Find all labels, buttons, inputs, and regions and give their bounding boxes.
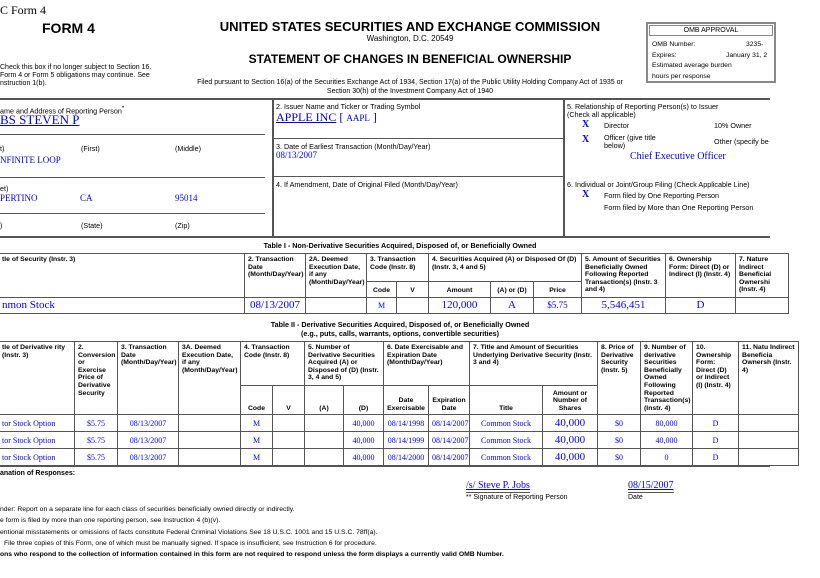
table-cell: 7. Title and Amount of Securities Underlying Derivative Security (Instr. 3 and 4) bbox=[470, 342, 598, 386]
table-cell: 10. Ownership Form: Direct (D) or Indirect (I) (Instr. 4) bbox=[693, 342, 739, 415]
cell-shares: 40,000 bbox=[543, 449, 598, 466]
cell-shares: 40,000 bbox=[543, 432, 598, 449]
statement-title: STATEMENT OF CHANGES IN BENEFICIAL OWNERSHIP bbox=[248, 52, 572, 66]
table2-body bbox=[0, 415, 799, 466]
state-value: CA bbox=[80, 193, 93, 203]
form-number: FORM 4 bbox=[42, 20, 95, 36]
signature-date: 08/15/2007 bbox=[628, 480, 674, 491]
state-label: (State) bbox=[81, 221, 103, 230]
issuer-name-ticker bbox=[276, 110, 377, 125]
table-cell: 9. Number of derivative Securities Beneficially Owned Following Reported Transaction(s) (Instr. 4) bbox=[641, 342, 693, 415]
cell-expiration: 08/14/2007 bbox=[429, 432, 470, 449]
cell-nature bbox=[739, 415, 799, 432]
cell-d: 40,000 bbox=[344, 415, 384, 432]
issuer-link[interactable]: APPLE INC bbox=[276, 110, 337, 124]
signature-label: ** Signature of Reporting Person bbox=[466, 494, 568, 501]
cell-exercisable: 08/14/1999 bbox=[384, 432, 429, 449]
cell-nature bbox=[739, 449, 799, 466]
cell-code: M bbox=[241, 449, 273, 466]
cell-a bbox=[305, 432, 344, 449]
cell-dprice: $0 bbox=[598, 415, 641, 432]
cell-security: tor Stock Option bbox=[0, 415, 75, 432]
table-cell: D bbox=[666, 298, 736, 314]
director-check[interactable]: X bbox=[582, 119, 590, 130]
table-cell: 8. Price of Derivative Security (Instr. 5) bbox=[598, 342, 641, 415]
checkbox-note: Check this box if no longer subject to Section 16. Form 4 or Form 5 obligations may continue. See nstruction 1(b). bbox=[0, 64, 152, 87]
table-cell: A bbox=[491, 298, 534, 314]
cell-deemed bbox=[179, 415, 241, 432]
owner10-label: 10% Owner bbox=[714, 121, 752, 130]
cell-title: Common Stock bbox=[470, 432, 543, 449]
zip-label: (Zip) bbox=[175, 221, 190, 230]
cell-code: M bbox=[241, 432, 273, 449]
table-cell: $5.75 bbox=[534, 298, 582, 314]
earliest-date-label: 3. Date of Earliest Transaction (Month/Day/Year) bbox=[276, 142, 431, 151]
table-cell: 5,546,451 bbox=[582, 298, 666, 314]
table-cell: 6. Ownership Form: Direct (D) or Indirect (I) (Instr. 4) bbox=[666, 254, 736, 298]
cell-date: 08/13/2007 bbox=[118, 415, 179, 432]
other-label: Other (specify be bbox=[714, 137, 769, 146]
one-person-label: Form filed by One Reporting Person bbox=[604, 191, 720, 200]
officer-check[interactable]: X bbox=[582, 134, 590, 145]
table-cell: 2. Conversion or Exercise Price of Derivative Security bbox=[75, 342, 118, 415]
cell-v bbox=[273, 415, 305, 432]
signature-value: /s/ Steve P. Jobs bbox=[466, 480, 530, 491]
explanation-label: anation of Responses: bbox=[0, 470, 76, 477]
agency-title: UNITED STATES SECURITIES AND EXCHANGE COMMISSION bbox=[219, 19, 601, 34]
table-cell: 120,000 bbox=[429, 298, 491, 314]
cell-a bbox=[305, 415, 344, 432]
table-cell: 4. Securities Acquired (A) or Disposed Of (D) (Instr. 3, 4 and 5) bbox=[429, 254, 582, 282]
cell-price: $5.75 bbox=[75, 432, 118, 449]
city-label: ) bbox=[0, 221, 3, 230]
table1-title: Table I - Non-Derivative Securities Acquired, Disposed of, or Beneficially Owned bbox=[263, 241, 537, 250]
cell-form: D bbox=[693, 415, 739, 432]
table-cell: tle of Derivative rity (Instr. 3) bbox=[0, 342, 75, 415]
cell-code: M bbox=[241, 415, 273, 432]
table-cell: Code bbox=[241, 386, 273, 415]
cell-price: $5.75 bbox=[75, 415, 118, 432]
cell-v bbox=[273, 449, 305, 466]
cell-deemed bbox=[179, 449, 241, 466]
street-label: et) bbox=[0, 184, 9, 193]
table1 bbox=[0, 253, 789, 314]
relationship-label: 5. Relationship of Reporting Person(s) to Issuer (Check all applicable) bbox=[567, 102, 719, 119]
cell-owned: 0 bbox=[641, 449, 693, 466]
cell-d: 40,000 bbox=[344, 449, 384, 466]
cell-date: 08/13/2007 bbox=[118, 432, 179, 449]
cell-title: Common Stock bbox=[470, 449, 543, 466]
officer-label: Officer (give title below) bbox=[604, 133, 656, 150]
cell-dprice: $0 bbox=[598, 449, 641, 466]
table-cell: 5. Number of Derivative Securities Acquired (A) or Disposed of (D) (Instr. 3, 4 and 5) bbox=[305, 342, 384, 386]
cell-expiration: 08/14/2007 bbox=[429, 449, 470, 466]
cell-d: 40,000 bbox=[344, 432, 384, 449]
table-cell bbox=[306, 298, 367, 314]
cell-a bbox=[305, 449, 344, 466]
cell-nature bbox=[739, 432, 799, 449]
table-cell: tle of Security (Instr. 3) bbox=[0, 254, 245, 298]
cell-shares: 40,000 bbox=[543, 415, 598, 432]
cell-dprice: $0 bbox=[598, 432, 641, 449]
table-cell: V bbox=[273, 386, 305, 415]
table-cell bbox=[736, 298, 789, 314]
city-value: PERTINO bbox=[0, 193, 38, 203]
table-cell: 11. Natu Indirect Beneficia Ownersh (Instr. 4) bbox=[739, 342, 799, 415]
street-value: NFINITE LOOP bbox=[0, 155, 61, 165]
bracket-close: ] bbox=[372, 110, 377, 124]
cell-price: $5.75 bbox=[75, 449, 118, 466]
last-label: t) bbox=[0, 144, 5, 153]
officer-title: Chief Executive Officer bbox=[630, 151, 726, 162]
table-row bbox=[0, 415, 799, 432]
table-cell: 3A. Deemed Execution Date, if any (Month/Day/Year) bbox=[179, 342, 241, 415]
table-cell: Price bbox=[534, 282, 582, 298]
table-row bbox=[0, 298, 789, 314]
table-cell: 5. Amount of Securities Beneficially Owned Following Reported Transaction(s) (Instr. 3 and 4) bbox=[582, 254, 666, 298]
table-cell: (D) bbox=[344, 386, 384, 415]
cell-security: tor Stock Option bbox=[0, 432, 75, 449]
footnotes: nder: Report on a separate line for each class of securities beneficially owned directly or indirectly. e form is filed by more than one reporting person, see Instruction 4 (b)(v). entional misstatements or omissions of facts constitute Federal Criminal Violations See 18 U.S.C. 1001 and 15 U.S.C. 78ff(a). File three copies of this Form, one of which must be manually signed. If space is insufficient, see Instruction 6 for procedure. ons who respond to the collection of information contained in this form are not required to respond unless the form displays a currently valid OMB Number. bbox=[0, 506, 504, 559]
reporting-person-link[interactable]: BS STEVEN P bbox=[0, 112, 80, 127]
earliest-date-value: 08/13/2007 bbox=[276, 150, 318, 160]
cell-deemed bbox=[179, 432, 241, 449]
middle-label: (Middle) bbox=[175, 144, 201, 153]
table-cell: V bbox=[397, 282, 429, 298]
zip-value: 95014 bbox=[175, 193, 198, 203]
more-person-label: Form filed by More than One Reporting Person bbox=[604, 203, 754, 212]
omb-approval-box: OMB APPROVAL OMB Number: Expires: Estimated average burden hours per response 3235- January 31, 2 bbox=[646, 22, 776, 83]
cell-owned: 80,000 bbox=[641, 415, 693, 432]
table-cell: 2A. Deemed Execution Date, if any (Month/Day/Year) bbox=[306, 254, 367, 298]
cell-date: 08/13/2007 bbox=[118, 449, 179, 466]
cell-title: Common Stock bbox=[470, 415, 543, 432]
table-cell: 08/13/2007 bbox=[245, 298, 306, 314]
table-cell: Title bbox=[470, 386, 543, 415]
table-cell: 4. Transaction Code (Instr. 8) bbox=[241, 342, 305, 386]
cell-exercisable: 08/14/1998 bbox=[384, 415, 429, 432]
table-cell: Code bbox=[367, 282, 397, 298]
table-cell: Date Exercisable bbox=[384, 386, 429, 415]
table-cell: Amount bbox=[429, 282, 491, 298]
table-cell: Expiration Date bbox=[429, 386, 470, 415]
cell-security: tor Stock Option bbox=[0, 449, 75, 466]
cell-owned: 40,000 bbox=[641, 432, 693, 449]
table-row bbox=[0, 449, 799, 466]
cell-v bbox=[273, 432, 305, 449]
filed-pursuant: Filed pursuant to Section 16(a) of the Securities Exchange Act of 1934, Section 17(a) of the Public Utility Holding Company Act of 1935 or Section 30(h) of the Investment Company Act of 1940 bbox=[197, 79, 623, 95]
table-row bbox=[0, 432, 799, 449]
table-cell: 6. Date Exercisable and Expiration Date (Month/Day/Year) bbox=[384, 342, 470, 386]
table-cell: 2. Transaction Date (Month/Day/Year) bbox=[245, 254, 306, 298]
table-cell: nmon Stock bbox=[0, 298, 245, 314]
filing-label: 6. Individual or Joint/Group Filing (Check Applicable Line) bbox=[567, 180, 750, 189]
bracket-open: [ bbox=[339, 110, 344, 124]
table-cell: 3. Transaction Code (Instr. 8) bbox=[367, 254, 429, 282]
table-cell: (A) or (D) bbox=[491, 282, 534, 298]
cell-exercisable: 08/14/2000 bbox=[384, 449, 429, 466]
table-cell bbox=[397, 298, 429, 314]
table-cell: 3. Transaction Date (Month/Day/Year) bbox=[118, 342, 179, 415]
reporting-person-label: ame and Address of Reporting Person* bbox=[0, 106, 125, 116]
document-title: C Form 4 bbox=[0, 3, 47, 17]
issuer-label: 2. Issuer Name and Ticker or Trading Symbol bbox=[276, 102, 421, 111]
table2-title: Table II - Derivative Securities Acquired, Disposed of, or Beneficially Owned (e.g., puts, calls, warrants, options, convertible securities) bbox=[270, 320, 530, 338]
table-cell: 7. Nature Indirect Beneficial Ownershi (Instr. 4) bbox=[736, 254, 789, 298]
amendment-label: 4. If Amendment, Date of Original Filed (Month/Day/Year) bbox=[276, 180, 458, 189]
date-label: Date bbox=[628, 494, 643, 501]
agency-city: Washington, D.C. 20549 bbox=[366, 34, 454, 43]
cell-form: D bbox=[693, 449, 739, 466]
table-cell: M bbox=[367, 298, 397, 314]
one-person-check[interactable]: X bbox=[582, 189, 590, 200]
cell-form: D bbox=[693, 432, 739, 449]
first-label: (First) bbox=[81, 144, 100, 153]
cell-expiration: 08/14/2007 bbox=[429, 415, 470, 432]
table2 bbox=[0, 341, 799, 466]
ticker: AAPL bbox=[346, 113, 370, 123]
table-cell: Amount or Number of Shares bbox=[543, 386, 598, 415]
director-label: Director bbox=[604, 121, 630, 130]
table-cell: (A) bbox=[305, 386, 344, 415]
